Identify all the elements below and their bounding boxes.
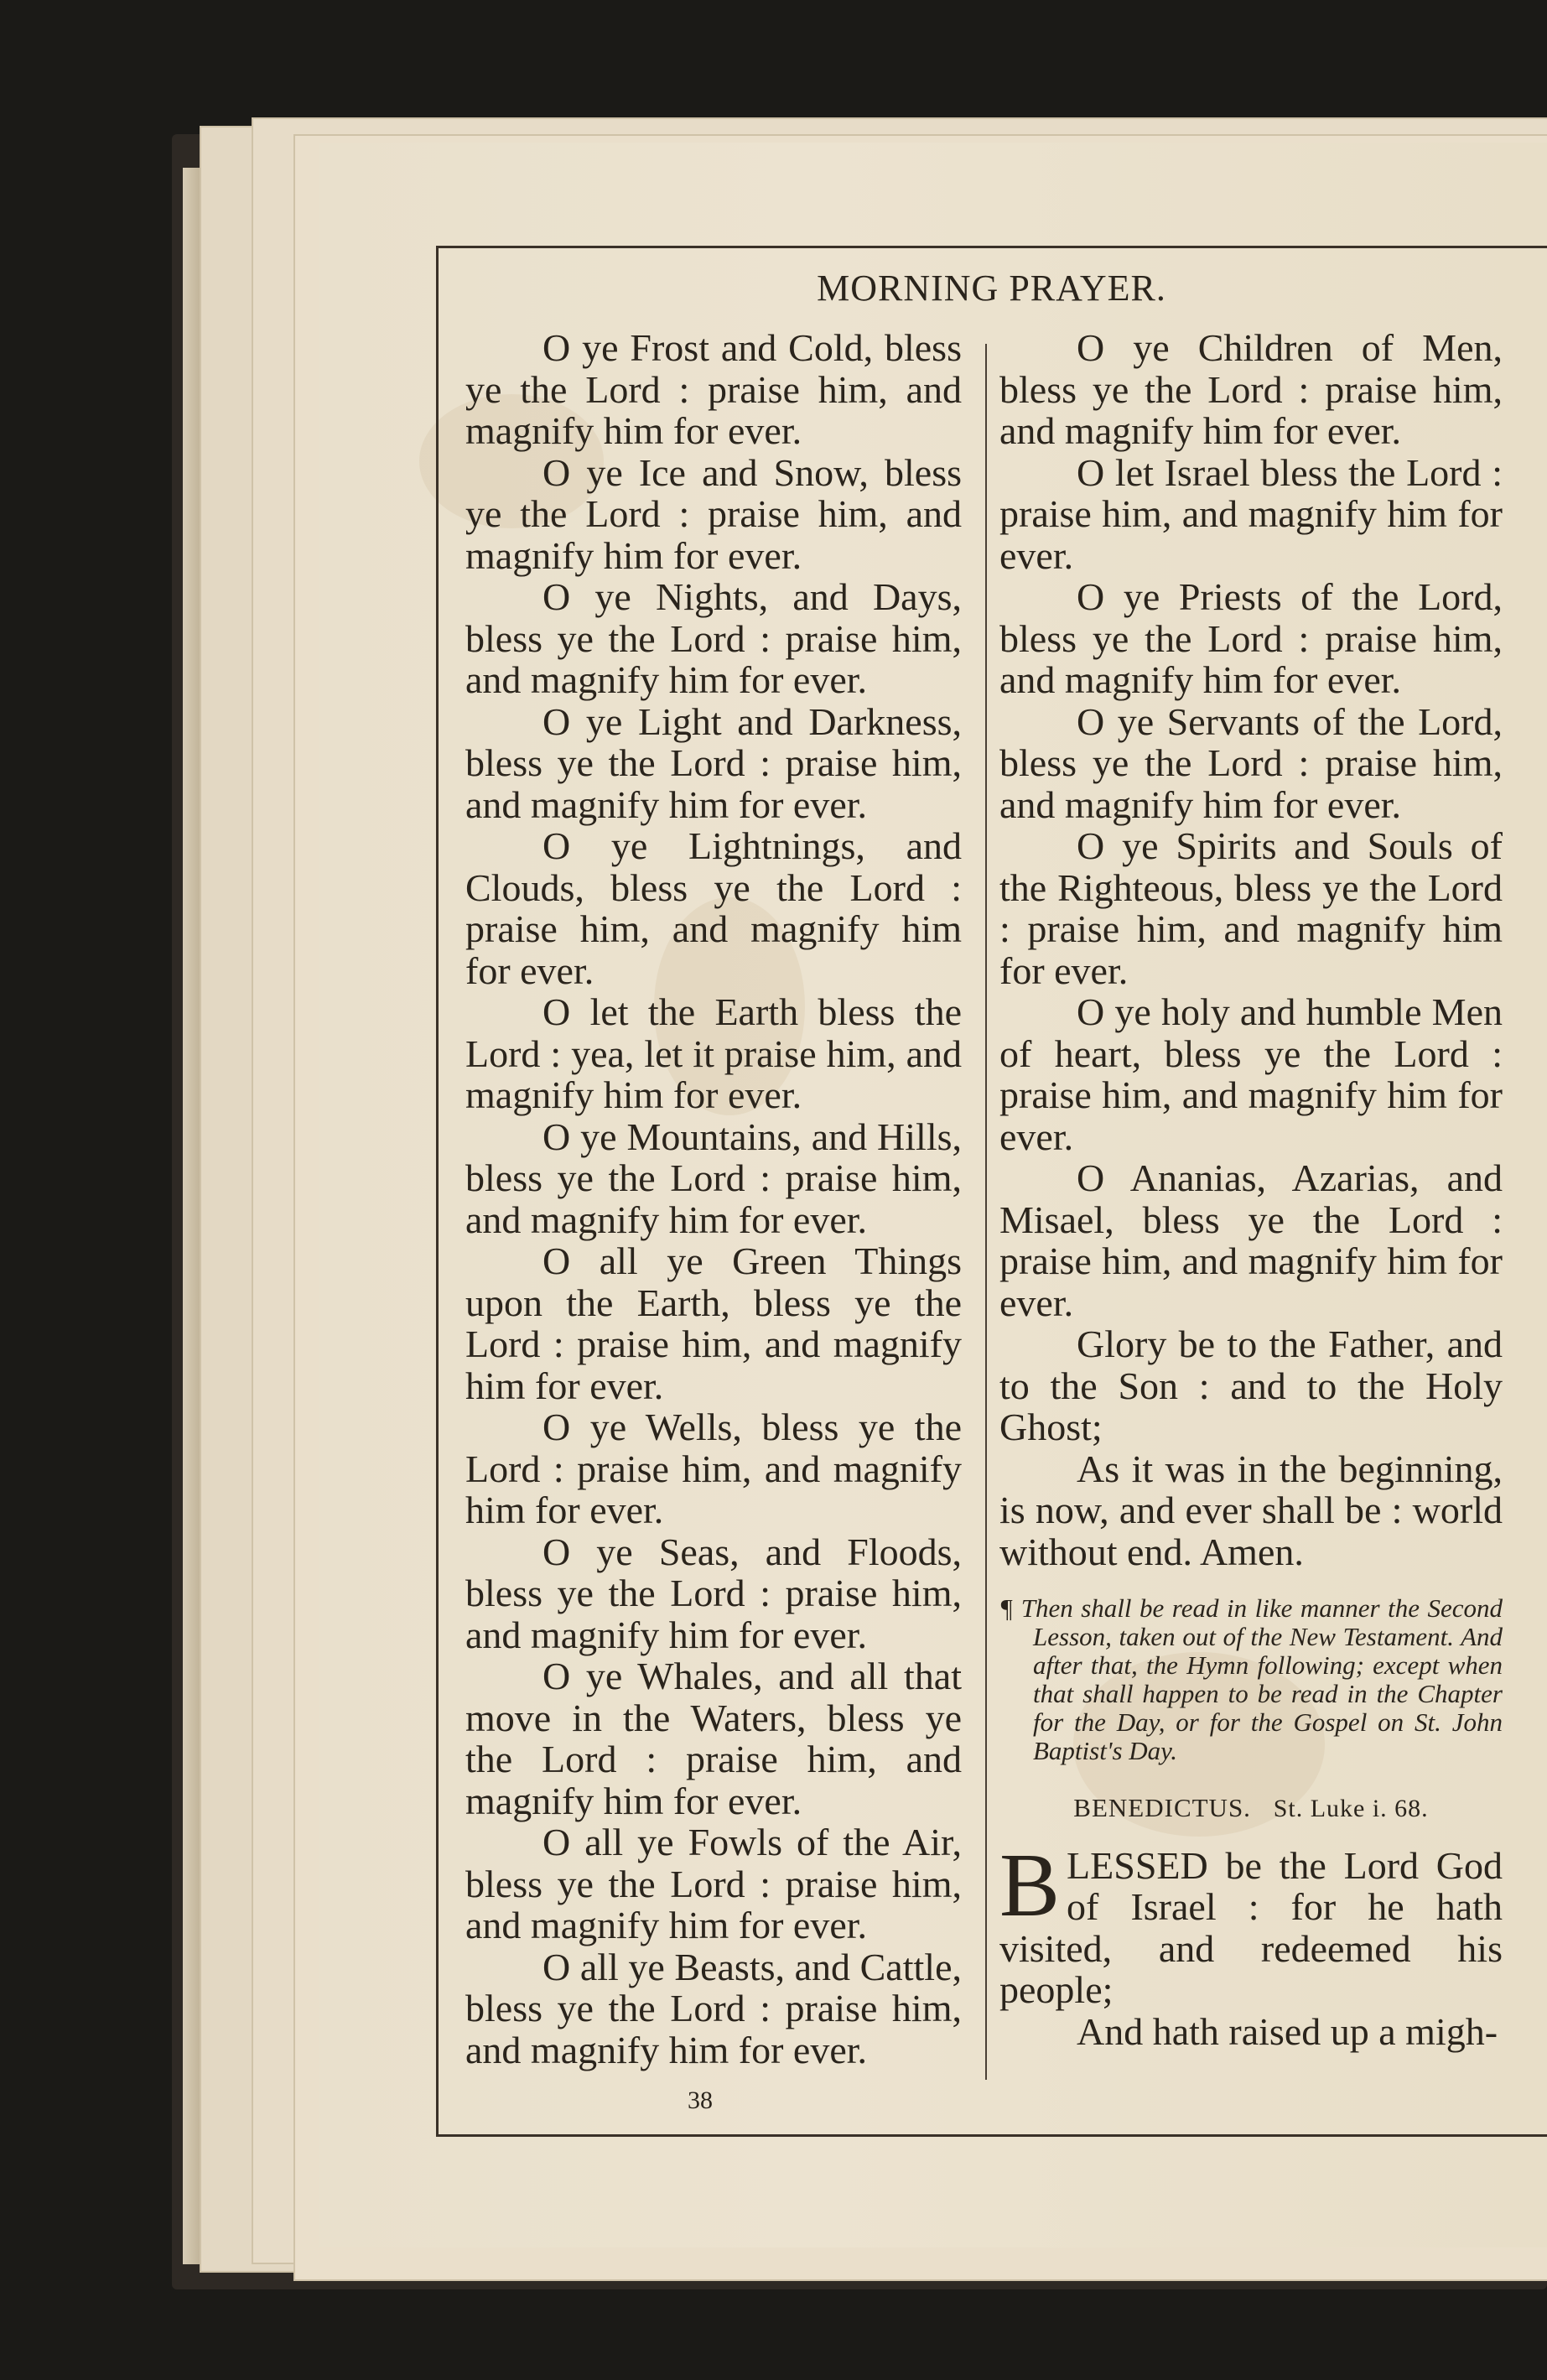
verse: O ye Servants of the Lord, bless ye the Lord : praise him, and magnify him for ever. (999, 699, 1503, 826)
verse: And hath raised up a migh- (1077, 2009, 1498, 2053)
right-column (999, 327, 1503, 2052)
benedictus-first-verse (999, 1835, 1503, 2011)
verse: O Ananias, Azarias, and Misael, bless ye the Lord : praise him, and magnify him for ever. (999, 1156, 1503, 1324)
verse: O ye Lightnings, and Clouds, bless ye the Lord : praise him, and magnify him for ever. (465, 824, 962, 992)
canticle-title: BENEDICTUS. (1073, 1793, 1251, 1822)
benedictus-heading (999, 1787, 1503, 1830)
verse: O ye Spirits and Souls of the Righteous, bless ye the Lord : praise him, and magnify him for ever. (999, 824, 1503, 992)
verse: O all ye Beasts, and Cattle, bless ye the Lord : praise him, and magnify him for ever. (465, 1945, 962, 2071)
page-title: MORNING PRAYER. (817, 268, 1166, 309)
verse: Glory be to the Father, and to the Son : and to the Holy Ghost; (999, 1323, 1503, 1448)
verse: O ye Ice and Snow, bless ye the Lord : praise him, and magnify him for ever. (465, 450, 962, 577)
verse: O ye Nights, and Days, bless ye the Lord : praise him, and magnify him for ever. (465, 575, 962, 701)
verse: O ye Whales, and all that move in the Waters, bless ye the Lord : praise him, and magnify him for ever. (465, 1655, 962, 1822)
verse: O all ye Green Things upon the Earth, bless ye the Lord : praise him, and magnify him for ever. (465, 1239, 962, 1407)
verse: O ye Frost and Cold, bless ye the Lord : praise him, and magnify him for ever. (465, 326, 962, 452)
verse: O ye Priests of the Lord, bless ye the Lord : praise him, and magnify him for ever. (999, 575, 1503, 701)
verse: O ye holy and humble Men of heart, bless ye the Lord : praise him, and magnify him for ever. (999, 990, 1503, 1158)
verse: O all ye Fowls of the Air, bless ye the Lord : praise him, and magnify him for ever. (465, 1821, 962, 1946)
verse: O ye Seas, and Floods, bless ye the Lord : praise him, and magnify him for ever. (465, 1530, 962, 1656)
scripture-reference: St. Luke i. 68. (1273, 1795, 1429, 1822)
left-column (465, 327, 962, 2071)
verse: O ye Wells, bless ye the Lord : praise him, and magnify him for ever. (465, 1406, 962, 1531)
verse: O ye Light and Darkness, bless ye the Lord : praise him, and magnify him for ever. (465, 699, 962, 826)
drop-cap: B (999, 1835, 1061, 1936)
verse: O ye Mountains, and Hills, bless ye the Lord : praise him, and magnify him for ever. (465, 1115, 962, 1241)
verse: As it was in the beginning, is now, and ever shall be : world without end. Amen. (999, 1447, 1503, 1573)
column-divider (985, 344, 987, 2080)
verse-text: LESSED be the Lord God of Israel : for he hath visited, and redeemed his people; (999, 1843, 1503, 2011)
verse: O ye Children of Men, bless ye the Lord : praise him, and magnify him for ever. (999, 326, 1503, 452)
verse: O let Israel bless the Lord : praise him, and magnify him for ever. (999, 450, 1503, 577)
rubric-instruction: ¶ Then shall be read in like manner the Second Lesson, taken out of the New Testament. And after that, the Hymn following; except when that shall happen to be read in the Chapter for the Day, or for the Gospel on St. John Baptist's Day. (999, 1593, 1503, 1765)
verse: O let the Earth bless the Lord : yea, let it praise him, and magnify him for ever. (465, 990, 962, 1116)
page-number: 38 (688, 2086, 713, 2114)
